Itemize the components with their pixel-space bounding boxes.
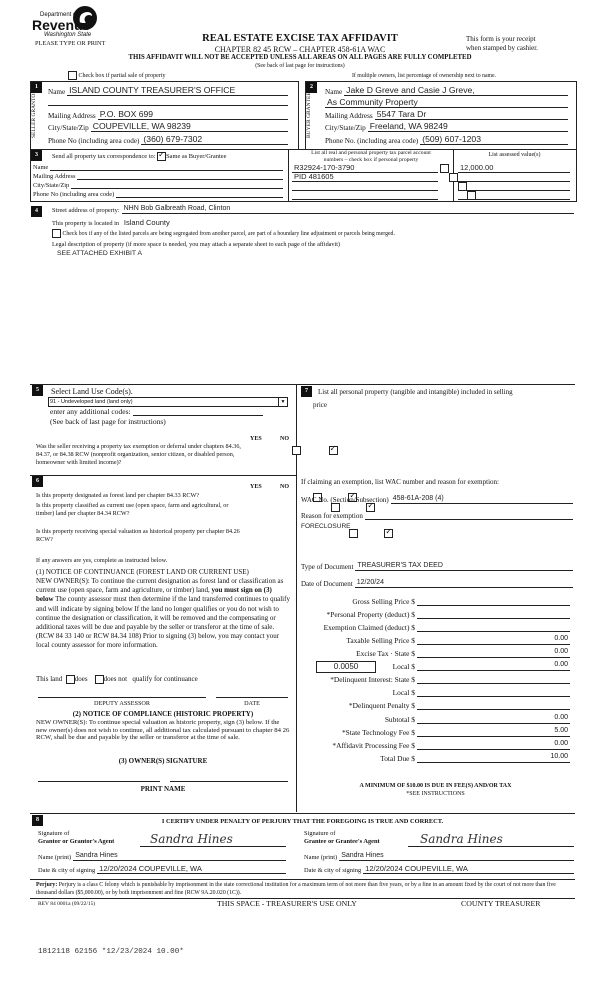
amount-value[interactable]: 10.00	[417, 753, 570, 763]
amount-label: *Delinquent Penalty $	[348, 701, 415, 710]
street-field[interactable]: Street address of property: NHN Bob Galbreath Road, Clinton	[52, 204, 574, 214]
seller-city-field[interactable]: City/State/Zip COUPEVILLE, WA 98239	[48, 122, 288, 132]
amount-row	[300, 609, 570, 619]
buyer-name-field[interactable]: Name Jake D Greve and Casie J Greve,	[325, 86, 568, 96]
logo-state: Washington State	[44, 32, 92, 38]
assessed-header: List assessed value(s)	[488, 152, 541, 158]
land-use-title: Select Land Use Code(s).	[51, 387, 133, 396]
logo-dept: Department of	[40, 12, 79, 18]
designation-no-checkbox[interactable]	[384, 529, 393, 538]
grantor-signature-label: Signature of Grantor or Grantor's Agent	[38, 830, 115, 845]
exemption-no-checkbox[interactable]	[329, 446, 338, 455]
amount-label: Excise Tax · State $	[356, 649, 415, 658]
please-type: PLEASE TYPE OR PRINT	[35, 40, 106, 47]
treasurer-use-label: THIS SPACE - TREASURER'S USE ONLY	[217, 899, 357, 908]
does-not-checkbox[interactable]	[95, 675, 104, 684]
date-label: DATE	[244, 700, 260, 707]
wac-number: 458-61A-208 (4)	[392, 495, 444, 502]
parcel-number: R32924-170-3790	[294, 163, 355, 172]
grantor-signature-line[interactable]	[140, 846, 286, 847]
grantee-name: Sandra Hines	[341, 852, 384, 859]
amount-row	[300, 753, 570, 763]
seller-mailing: P.O. BOX 699	[99, 109, 154, 119]
section-number-6: 6	[32, 476, 43, 487]
corr-phone-field[interactable]: Phone No (including area code)	[33, 188, 283, 198]
amount-row	[300, 727, 570, 737]
amount-label: Exemption Claimed (deduct) $	[323, 623, 415, 632]
send-correspondence: Send all property tax correspondence to: ✓ Same as Buyer/Grantee	[52, 152, 226, 161]
amount-label: *Personal Property (deduct) $	[326, 610, 415, 619]
notice-1-title: (1) NOTICE OF CONTINUANCE (FOREST LAND OR CURRENT USE)	[36, 568, 249, 576]
seller-phone: (360) 679-7302	[143, 134, 203, 144]
amount-row	[300, 661, 570, 671]
exemption-intro: If claiming an exemption, list WAC number and reason for exemption:	[301, 478, 499, 486]
does-checkbox[interactable]	[66, 675, 75, 684]
assessor-signature-line[interactable]	[38, 697, 206, 698]
form-title: REAL ESTATE EXCISE TAX AFFIDAVIT	[202, 33, 398, 44]
amount-value[interactable]: 0.00	[417, 661, 570, 671]
buyer-mailing-field[interactable]: Mailing Address 5547 Tara Dr	[325, 110, 568, 120]
exemption-question: Was the seller receiving a property tax exemption or deferral under chapters 84.36, 84.37, or 84.38 RCW (nonprofit organization, senior citizen, or disabled person, homeowner with limited income)?	[36, 443, 241, 467]
seller-phone-field[interactable]: Phone No (including area code) (360) 679-7302	[48, 135, 288, 145]
exemption-reason: FORECLOSURE	[301, 523, 351, 530]
grantee-date: 12/20/2024 COUPEVILLE, WA	[365, 864, 468, 873]
buyer-name-field-2[interactable]	[325, 98, 568, 108]
if-yes-text: If any answers are yes, complete as instructed below.	[36, 557, 168, 564]
partial-sale-row	[68, 71, 165, 80]
notice-2-title: (2) NOTICE OF COMPLIANCE (HISTORIC PROPERTY)	[72, 710, 254, 718]
section-number-3: 3	[31, 150, 42, 161]
buyer-side-label: BUYER GRANTEE	[306, 92, 312, 138]
designation-question: Is this property classified as current use (open space, farm and agricultural, or timber) land per chapter 84.34 RCW?	[36, 502, 229, 518]
divider	[30, 879, 575, 880]
buyer-phone-field[interactable]: Phone No. (including area code) (509) 607-1203	[325, 135, 568, 145]
grantor-name-field[interactable]: Name (print) Sandra Hines	[38, 851, 286, 861]
receipt-note-1: This form is your receipt	[466, 35, 536, 43]
amount-value[interactable]	[417, 622, 570, 632]
buyer-phone: (509) 607-1203	[422, 134, 481, 144]
owner-signature-line[interactable]	[170, 781, 288, 782]
assessor-date-line[interactable]	[216, 697, 288, 698]
amount-label: Total Due $	[380, 754, 415, 763]
amount-value[interactable]	[417, 674, 570, 684]
seller-name-line-2[interactable]	[48, 105, 288, 106]
amount-label: Taxable Selling Price $	[346, 636, 415, 645]
minimum-due-text: A MINIMUM OF $10.00 IS DUE IN FEE(S) AND/OR TAX	[359, 783, 512, 789]
multiple-owners-note: If multiple owners, list percentage of ownership next to name.	[352, 73, 497, 79]
warning-text: THIS AFFIDAVIT WILL NOT BE ACCEPTED UNLESS ALL AREAS ON ALL PAGES ARE FULLY COMPLETED	[128, 54, 472, 61]
land-use-see-back: (See back of last page for instructions)	[50, 417, 166, 426]
personal-property-checkbox[interactable]	[449, 173, 458, 182]
buyer-city-field[interactable]: City/State/Zip Freeland, WA 98249	[325, 122, 568, 132]
parcel-number-field[interactable]	[292, 190, 438, 200]
grantee-name-field[interactable]: Name (print) Sandra Hines	[304, 851, 574, 861]
seller-city: COUPEVILLE, WA 98239	[92, 121, 191, 131]
designation-question: Is this property receiving special valuation as historical property per chapter 84.26 RCW?	[36, 528, 240, 544]
document-date-field[interactable]: Date of Document 12/20/24	[301, 578, 573, 588]
document-type-field[interactable]: Type of Document TREASURER'S TAX DEED	[301, 561, 573, 571]
legal-label: Legal description of property (if more space is needed, you may attach a separate sheet to each page of the affidavit)	[52, 241, 340, 248]
divider	[30, 384, 575, 385]
divider	[30, 475, 296, 476]
legal-description: SEE ATTACHED EXHIBIT A	[57, 250, 142, 257]
document-type: TREASURER'S TAX DEED	[357, 562, 443, 569]
amount-value[interactable]: 0.00	[417, 635, 570, 645]
personal-property-title-2: price	[313, 401, 327, 409]
amount-label: *Delinquent Interest: State $	[330, 675, 415, 684]
buyer-name: Jake D Greve and Casie J Greve,	[346, 85, 475, 95]
amount-label: Local $	[392, 688, 415, 697]
parcel-number: PID 481605	[294, 172, 334, 181]
section-number-5: 5	[32, 385, 43, 396]
seller-mailing-field[interactable]: Mailing Address P.O. BOX 699	[48, 110, 288, 120]
perjury-notice: Perjury: Perjury is a class C felony which is punishable by imprisonment in the state correctional institution for a maximum term of not more than five years, or by a fine in an amount fixed by the court of not more than five thousand dollars ($5,000.00), or by both imprisonment and fine (RCW 9A.20.020 (1C)).	[36, 882, 556, 896]
designation-yes-checkbox[interactable]	[349, 529, 358, 538]
land-use-select[interactable]: 91 - Undeveloped land (land only) ▼	[48, 397, 288, 407]
receipt-note-2: when stamped by cashier.	[466, 44, 538, 52]
amount-label: *State Technology Fee $	[341, 728, 415, 737]
amount-value[interactable]: 5.00	[417, 727, 570, 737]
buyer-city: Freeland, WA 98249	[369, 121, 448, 131]
personal-property-checkbox[interactable]	[440, 164, 449, 173]
grantor-signature: Sandra Hines	[150, 832, 233, 846]
grantor-name: Sandra Hines	[75, 852, 118, 859]
grantor-date: 12/20/2024 COUPEVILLE, WA	[99, 864, 202, 873]
buyer-name-2: As Community Property	[327, 97, 418, 107]
chevron-down-icon[interactable]: ▼	[278, 398, 287, 406]
notice-1-text: NEW OWNER(S): To continue the current designation as forest land or classification as current use (open space, farm and agriculture, or timber) land, you must sign on (3) below The county assessor must then determine if the land transferred continues to qualify and will indicate by signing below If the land no longer qualifies or you do not wish to continue the designation or classification, it will be removed and the compensating or additional taxes will be due and payable by the seller or transferor at the time of sale. (RCW 84 33 140 or RCW 84.34 108) Prior to signing (3) below, you may contact your local county assessor for more information.	[36, 577, 290, 650]
notice-2-text: NEW OWNER(S): To continue special valuation as historic property, sign (3) below. If the new owner(s) does not wish to continue, all additional tax calculated pursuant to chapter 84 26 RCW, shall be due and payable by the seller or transferor at the time of sale.	[36, 719, 290, 742]
personal-property-title: List all personal property (tangible and intangible) included in selling	[318, 388, 513, 396]
amount-row	[300, 687, 570, 697]
amount-value[interactable]: 0.00	[417, 740, 570, 750]
segregate-row: Check box if any of the listed parcels are being segregated from another parcel, are part of a boundary line adjustment or parcels being merged.	[52, 229, 395, 238]
see-instructions: *SEE INSTRUCTIONS	[406, 791, 465, 797]
payment-stamp: 1812118 62156 *12/23/2024 10.00*	[38, 948, 184, 956]
seller-side-label: SELLER GRANTOR	[31, 89, 37, 138]
no-header: NO	[280, 436, 289, 442]
section-number-2: 2	[306, 82, 317, 93]
street-address: NHN Bob Galbreath Road, Clinton	[123, 205, 231, 212]
partial-sale-checkbox[interactable]	[68, 71, 77, 80]
owner-signature-label: (3) OWNER(S) SIGNATURE	[118, 757, 208, 765]
seller-name-field[interactable]: Name ISLAND COUNTY TREASURER'S OFFICE	[48, 86, 288, 96]
seller-name: ISLAND COUNTY TREASURER'S OFFICE	[69, 85, 236, 95]
grantee-signature-label: Signature of Grantee or Grantee's Agent	[304, 830, 380, 845]
amount-row	[300, 740, 570, 750]
amount-value[interactable]: 0.00	[417, 648, 570, 658]
amount-row	[300, 674, 570, 684]
amount-value[interactable]	[417, 687, 570, 697]
yes-header: YES	[250, 436, 262, 442]
section-number-8: 8	[32, 815, 43, 826]
see-back-note: (See back of last page for instructions)	[255, 63, 345, 69]
exemption-yes-checkbox[interactable]	[292, 446, 301, 455]
parcel-header: List all real and personal property tax parcel account numbers – check box if personal property	[311, 150, 431, 163]
wac-field[interactable]: WAC No. (Section/Subsection) 458-61A-208 (4)	[301, 494, 573, 504]
corr-city-field[interactable]: City/State/Zip	[33, 179, 283, 189]
located-row: This property is located in Island County	[52, 218, 170, 227]
owner-signature-line[interactable]	[38, 781, 160, 782]
amount-row	[300, 700, 570, 710]
corr-name-field[interactable]: Name	[33, 161, 283, 171]
amount-value[interactable]	[417, 609, 570, 619]
grantor-date-field[interactable]: Date & city of signing 12/20/2024 COUPEVILLE, WA	[38, 864, 286, 874]
divider	[30, 813, 575, 814]
form-chapter: CHAPTER 82 45 RCW – CHAPTER 458-61A WAC	[214, 45, 386, 54]
assessed-value: 12,000.00	[460, 163, 494, 172]
deputy-assessor-label: DEPUTY ASSESSOR	[94, 700, 150, 707]
county-treasurer-label: COUNTY TREASURER	[461, 899, 541, 908]
amount-value[interactable]	[417, 700, 570, 710]
certify-text: I CERTIFY UNDER PENALTY OF PERJURY THAT THE FOREGOING IS TRUE AND CORRECT.	[161, 818, 444, 825]
section-number-1: 1	[31, 82, 42, 93]
amount-row	[300, 635, 570, 645]
segregate-checkbox[interactable]	[52, 229, 61, 238]
logo-name: Revenue	[32, 17, 91, 33]
section-number-4: 4	[31, 206, 42, 217]
amount-value[interactable]	[417, 596, 570, 606]
amount-row	[300, 714, 570, 724]
same-as-buyer-checkbox[interactable]	[157, 152, 166, 161]
amount-label: Subtotal $	[384, 715, 415, 724]
no-header: NO	[280, 484, 289, 490]
document-date: 12/20/24	[356, 579, 384, 586]
partial-sale-label: Check box if partial sale of property	[78, 72, 166, 79]
reason-field[interactable]: Reason for exemption	[301, 510, 573, 520]
amount-row	[300, 622, 570, 632]
grantee-signature-line[interactable]	[408, 846, 574, 847]
grantee-date-field[interactable]: Date & city of signing 12/20/2024 COUPEVILLE, WA	[304, 864, 574, 874]
form-revision: REV 84 0001a (09/22/15)	[38, 901, 96, 907]
amount-label: Local $	[392, 662, 415, 671]
corr-mailing-field[interactable]: Mailing Address	[33, 170, 283, 180]
additional-codes-field[interactable]: enter any additional codes:	[50, 406, 282, 416]
buyer-mailing: 5547 Tara Dr	[376, 109, 427, 119]
grantee-signature: Sandra Hines	[420, 832, 503, 846]
continuance-row: This land does does not qualify for continuance	[36, 675, 198, 684]
designation-question: Is this property designated as forest land per chapter 84.33 RCW?	[36, 492, 200, 499]
section-number-7: 7	[301, 386, 312, 397]
amount-value[interactable]: 0.00	[417, 714, 570, 724]
local-rate-box[interactable]: 0.0050	[316, 661, 376, 673]
located-county: Island County	[123, 218, 170, 227]
amount-label: Gross Selling Price $	[352, 597, 415, 606]
yes-header: YES	[250, 484, 262, 490]
amount-row	[300, 596, 570, 606]
print-name-label: PRINT NAME	[140, 785, 186, 793]
amount-row	[300, 648, 570, 658]
assessed-value-field[interactable]	[458, 190, 570, 200]
amount-label: *Affidavit Processing Fee $	[332, 741, 415, 750]
